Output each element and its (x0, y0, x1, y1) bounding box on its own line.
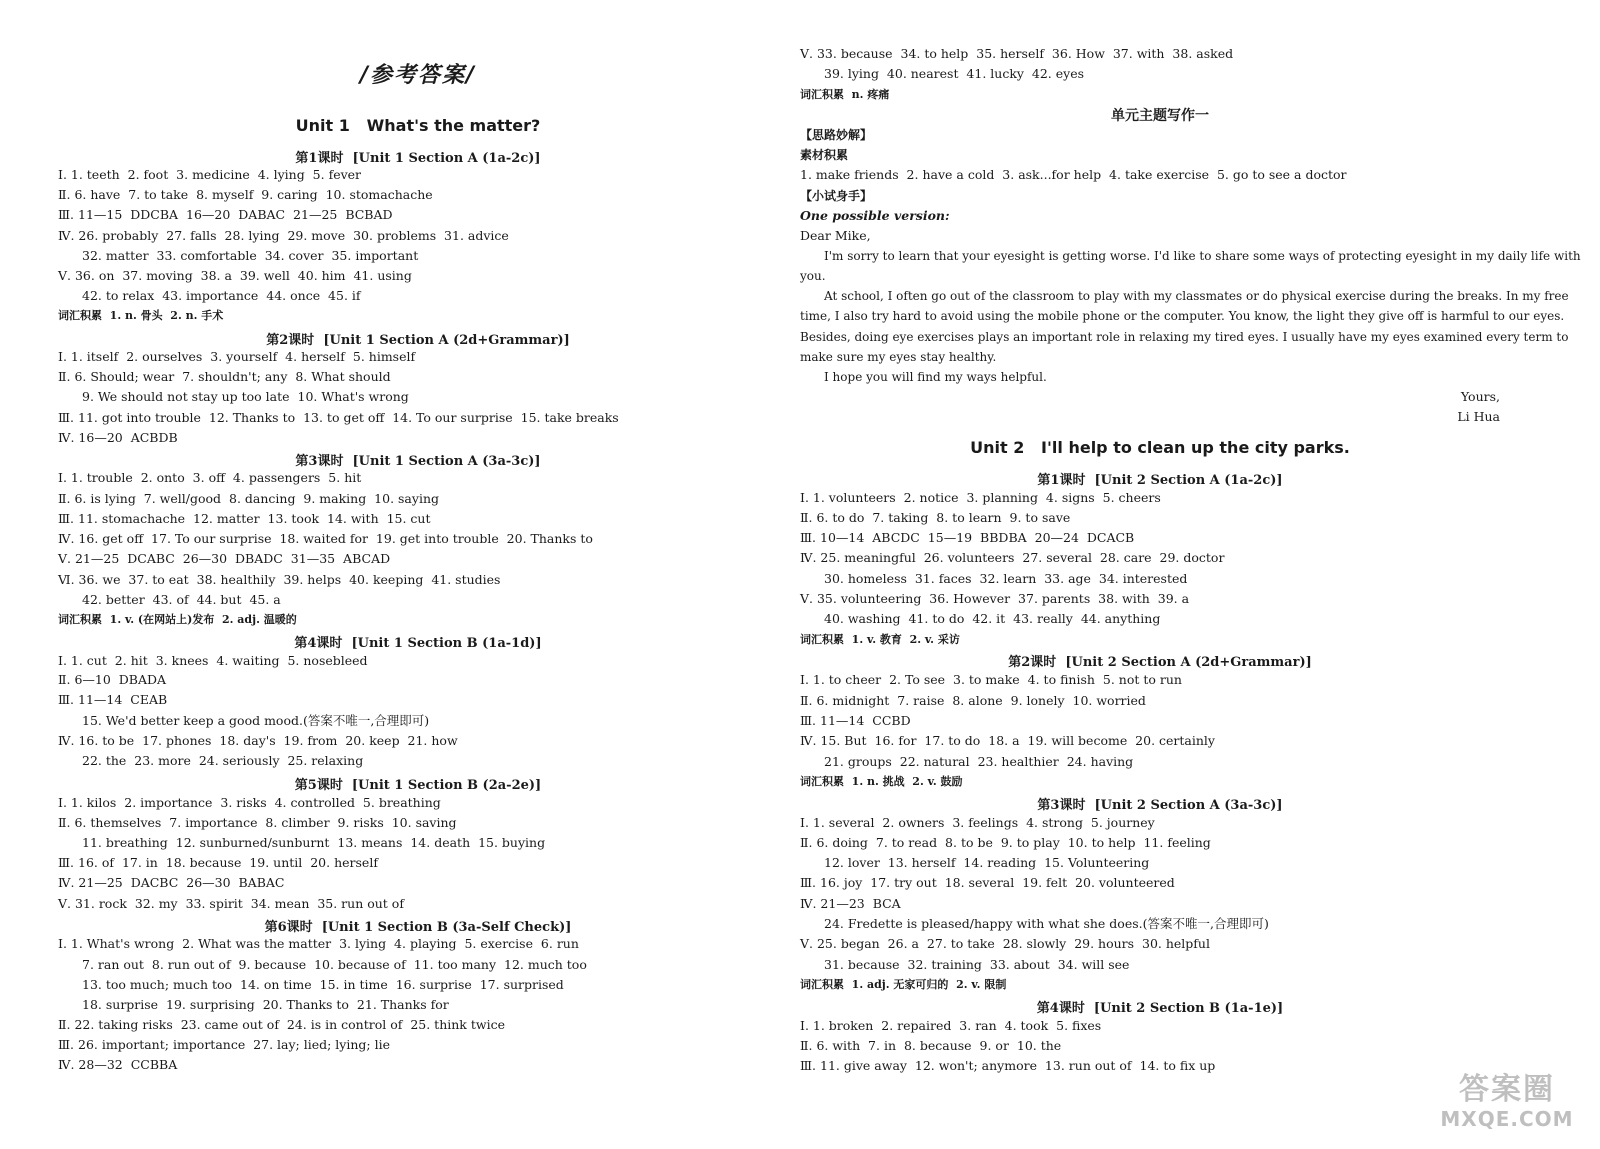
lesson-title: 第3课时 [Unit 2 Section A (3a-3c)] (1037, 798, 1283, 813)
answer-line: Ⅱ. 6. to do 7. taking 8. to learn 9. to save (800, 510, 1071, 525)
vocab-line: 词汇积累 1. v. 教育 2. v. 采访 (800, 633, 960, 646)
lesson-title: 第5课时 [Unit 1 Section B (2a-2e)] (294, 778, 542, 793)
answer-line: Ⅴ. 33. because 34. to help 35. herself 36. How 37. with 38. asked (800, 46, 1234, 61)
answer-line: 13. too much; much too 14. on time 15. in time 16. surprise 17. surprised (82, 977, 564, 992)
unit1-title: Unit 1 What's the matter? (295, 116, 541, 135)
answer-line: 24. Fredette is pleased/happy with what she does.(答案不唯一,合理即可) (824, 916, 1269, 931)
answer-line: Ⅰ. 1. several 2. owners 3. feelings 4. strong 5. journey (800, 815, 1155, 830)
lesson-title: 第1课时 [Unit 2 Section A (1a-2c)] (1037, 473, 1283, 488)
answer-line: Ⅱ. 6. Should; wear 7. shouldn't; any 8. What should (58, 369, 391, 384)
answer-line: 21. groups 22. natural 23. healthier 24. having (824, 754, 1134, 769)
answer-line: Ⅱ. 22. taking risks 23. came out of 24. is in control of 25. think twice (58, 1017, 505, 1032)
letter-line: you. (800, 269, 826, 283)
answer-line: 18. surprise 19. surprising 20. Thanks to 21. Thanks for (82, 997, 449, 1012)
answer-line: Ⅳ. 28—32 CCBBA (58, 1057, 178, 1072)
lesson-title: 第4课时 [Unit 1 Section B (1a-1d)] (294, 636, 542, 651)
answer-line: Ⅲ. 10—14 ABCDC 15—19 BBDBA 20—24 DCACB (800, 530, 1135, 545)
answer-line: 32. matter 33. comfortable 34. cover 35. important (82, 248, 419, 263)
answer-line: Ⅴ. 31. rock 32. my 33. spirit 34. mean 35. run out of (58, 896, 404, 911)
answer-line: Ⅲ. 16. joy 17. try out 18. several 19. felt 20. volunteered (800, 875, 1175, 890)
page-title: /参考答案/ (359, 63, 477, 88)
answer-line: Ⅲ. 11. give away 12. won't; anymore 13. run out of 14. to fix up (800, 1058, 1216, 1073)
answer-line: Ⅲ. 11. stomachache 12. matter 13. took 14. with 15. cut (58, 511, 431, 526)
answer-line: Ⅳ. 15. But 16. for 17. to do 18. a 19. will become 20. certainly (800, 733, 1215, 748)
answer-line: Ⅲ. 16. of 17. in 18. because 19. until 20. herself (58, 855, 378, 870)
vocab-line: 词汇积累 1. n. 骨头 2. n. 手术 (58, 309, 224, 322)
answer-line: Ⅲ. 11. got into trouble 12. Thanks to 13. to get off 14. To our surprise 15. take breaks (58, 410, 619, 425)
answer-line: Ⅰ. 1. broken 2. repaired 3. ran 4. took 5. fixes (800, 1018, 1102, 1033)
writing-title: 单元主题写作一 (1111, 108, 1209, 124)
answer-line: Ⅲ. 11—14 CEAB (58, 692, 168, 707)
vocab-line: 词汇积累 1. v. (在网站上)发布 2. adj. 温暖的 (58, 613, 297, 626)
answer-line: 39. lying 40. nearest 41. lucky 42. eyes (824, 66, 1085, 81)
letter-line: I hope you will find my ways helpful. (824, 370, 1047, 384)
answer-line: Ⅵ. 36. we 37. to eat 38. healthily 39. helps 40. keeping 41. studies (58, 572, 501, 587)
section-tag: 【思路妙解】 (800, 128, 873, 142)
answer-line: 42. better 43. of 44. but 45. a (82, 592, 281, 607)
answer-line: Ⅴ. 35. volunteering 36. However 37. parents 38. with 39. a (800, 591, 1190, 606)
answer-line: Ⅱ. 6. with 7. in 8. because 9. or 10. the (800, 1038, 1062, 1053)
answer-line: Ⅱ. 6. have 7. to take 8. myself 9. caring 10. stomachache (58, 187, 433, 202)
unit2-title: Unit 2 I'll help to clean up the city parks. (970, 438, 1350, 457)
material-line: 1. make friends 2. have a cold 3. ask...for help 4. take exercise 5. go to see a doctor (800, 167, 1347, 182)
letter-signature: Li Hua (1457, 409, 1500, 424)
watermark-url: MXQE.COM (1440, 1107, 1574, 1131)
section-tag: 素材积累 (800, 148, 849, 162)
answer-line: 30. homeless 31. faces 32. learn 33. age 34. interested (824, 571, 1188, 586)
answer-line: Ⅳ. 16—20 ACBDB (58, 430, 178, 445)
answer-line: 11. breathing 12. sunburned/sunburnt 13. means 14. death 15. buying (82, 835, 546, 850)
letter-close: Yours, (1460, 389, 1500, 404)
answer-line: Ⅳ. 25. meaningful 26. volunteers 27. several 28. care 29. doctor (800, 550, 1225, 565)
watermark-text: 答案圈 (1459, 1072, 1555, 1107)
lesson-title: 第2课时 [Unit 2 Section A (2d+Grammar)] (1008, 655, 1312, 670)
letter-line: At school, I often go out of the classroom to play with my classmates or do physical exercise during the breaks. In my free (824, 289, 1569, 303)
answer-line: 42. to relax 43. importance 44. once 45. if (82, 288, 361, 303)
answer-line: 9. We should not stay up too late 10. What's wrong (82, 389, 409, 404)
answer-line: Ⅲ. 11—15 DDCBA 16—20 DABAC 21—25 BCBAD (58, 207, 393, 222)
section-tag: 【小试身手】 (800, 189, 873, 203)
vocab-line: 词汇积累 1. adj. 无家可归的 2. v. 限制 (800, 978, 1007, 991)
answer-line: 7. ran out 8. run out of 9. because 10. because of 11. too many 12. much too (82, 957, 587, 972)
answer-line: Ⅰ. 1. What's wrong 2. What was the matter 3. lying 4. playing 5. exercise 6. run (58, 936, 579, 951)
answer-line: Ⅲ. 26. important; importance 27. lay; lied; lying; lie (58, 1037, 390, 1052)
lesson-title: 第3课时 [Unit 1 Section A (3a-3c)] (295, 454, 541, 469)
vocab-line: 词汇积累 n. 疼痛 (800, 88, 890, 101)
letter-line: time, I also try hard to avoid using the mobile phone or the computer. You know, the light they give off is harmful to our eyes. (800, 309, 1565, 323)
answer-line: Ⅰ. 1. itself 2. ourselves 3. yourself 4. herself 5. himself (58, 349, 416, 364)
answer-line: 40. washing 41. to do 42. it 43. really 44. anything (824, 611, 1161, 626)
answer-line: Ⅱ. 6—10 DBADA (58, 672, 167, 687)
lesson-title: 第6课时 [Unit 1 Section B (3a-Self Check)] (264, 920, 572, 935)
answer-line: Ⅴ. 25. began 26. a 27. to take 28. slowly 29. hours 30. helpful (800, 936, 1210, 951)
letter-line: make sure my eyes stay healthy. (800, 350, 997, 364)
letter-greeting: Dear Mike, (800, 228, 871, 243)
letter-line: I'm sorry to learn that your eyesight is getting worse. I'd like to share some ways of protecting eyesight in my daily life with (824, 249, 1581, 263)
watermark-logo (1432, 1073, 1582, 1135)
answer-line: Ⅳ. 16. to be 17. phones 18. day's 19. from 20. keep 21. how (58, 733, 458, 748)
answer-line: Ⅲ. 11—14 CCBD (800, 713, 911, 728)
lesson-title: 第1课时 [Unit 1 Section A (1a-2c)] (295, 151, 541, 166)
vocab-line: 词汇积累 1. n. 挑战 2. v. 鼓励 (800, 775, 963, 788)
answer-line: 12. lover 13. herself 14. reading 15. Volunteering (824, 855, 1150, 870)
answer-line: 31. because 32. training 33. about 34. will see (824, 957, 1130, 972)
answer-line: Ⅳ. 26. probably 27. falls 28. lying 29. move 30. problems 31. advice (58, 228, 509, 243)
answer-line: Ⅱ. 6. doing 7. to read 8. to be 9. to play 10. to help 11. feeling (800, 835, 1211, 850)
answer-line: Ⅰ. 1. kilos 2. importance 3. risks 4. controlled 5. breathing (58, 795, 441, 810)
lesson-title: 第2课时 [Unit 1 Section A (2d+Grammar)] (266, 333, 570, 348)
answer-line: Ⅰ. 1. to cheer 2. To see 3. to make 4. to finish 5. not to run (800, 672, 1182, 687)
answer-line: Ⅰ. 1. cut 2. hit 3. knees 4. waiting 5. nosebleed (58, 653, 368, 668)
answer-line: Ⅱ. 6. midnight 7. raise 8. alone 9. lonely 10. worried (800, 693, 1146, 708)
answer-line: Ⅰ. 1. teeth 2. foot 3. medicine 4. lying 5. fever (58, 167, 362, 182)
answer-line: Ⅳ. 16. get off 17. To our surprise 18. waited for 19. get into trouble 20. Thanks to (58, 531, 593, 546)
answer-line: Ⅰ. 1. volunteers 2. notice 3. planning 4. signs 5. cheers (800, 490, 1161, 505)
answer-line: 15. We'd better keep a good mood.(答案不唯一,合理即可) (82, 713, 430, 728)
answer-line: Ⅱ. 6. themselves 7. importance 8. climber 9. risks 10. saving (58, 815, 457, 830)
answer-line: 22. the 23. more 24. seriously 25. relaxing (82, 753, 364, 768)
answer-line: Ⅳ. 21—25 DACBC 26—30 BABAC (58, 875, 285, 890)
lesson-title: 第4课时 [Unit 2 Section B (1a-1e)] (1036, 1001, 1284, 1016)
version-label: One possible version: (800, 208, 950, 223)
letter-line: Besides, doing eye exercises plays an important role in relaxing my tired eyes. I usually have my eyes examined every term to (800, 330, 1569, 344)
answer-line: Ⅴ. 36. on 37. moving 38. a 39. well 40. him 41. using (58, 268, 412, 283)
answer-line: Ⅳ. 21—23 BCA (800, 896, 901, 911)
answer-line: Ⅴ. 21—25 DCABC 26—30 DBADC 31—35 ABCAD (58, 551, 391, 566)
answer-line: Ⅰ. 1. trouble 2. onto 3. off 4. passengers 5. hit (58, 470, 362, 485)
answer-line: Ⅱ. 6. is lying 7. well/good 8. dancing 9. making 10. saying (58, 491, 439, 506)
